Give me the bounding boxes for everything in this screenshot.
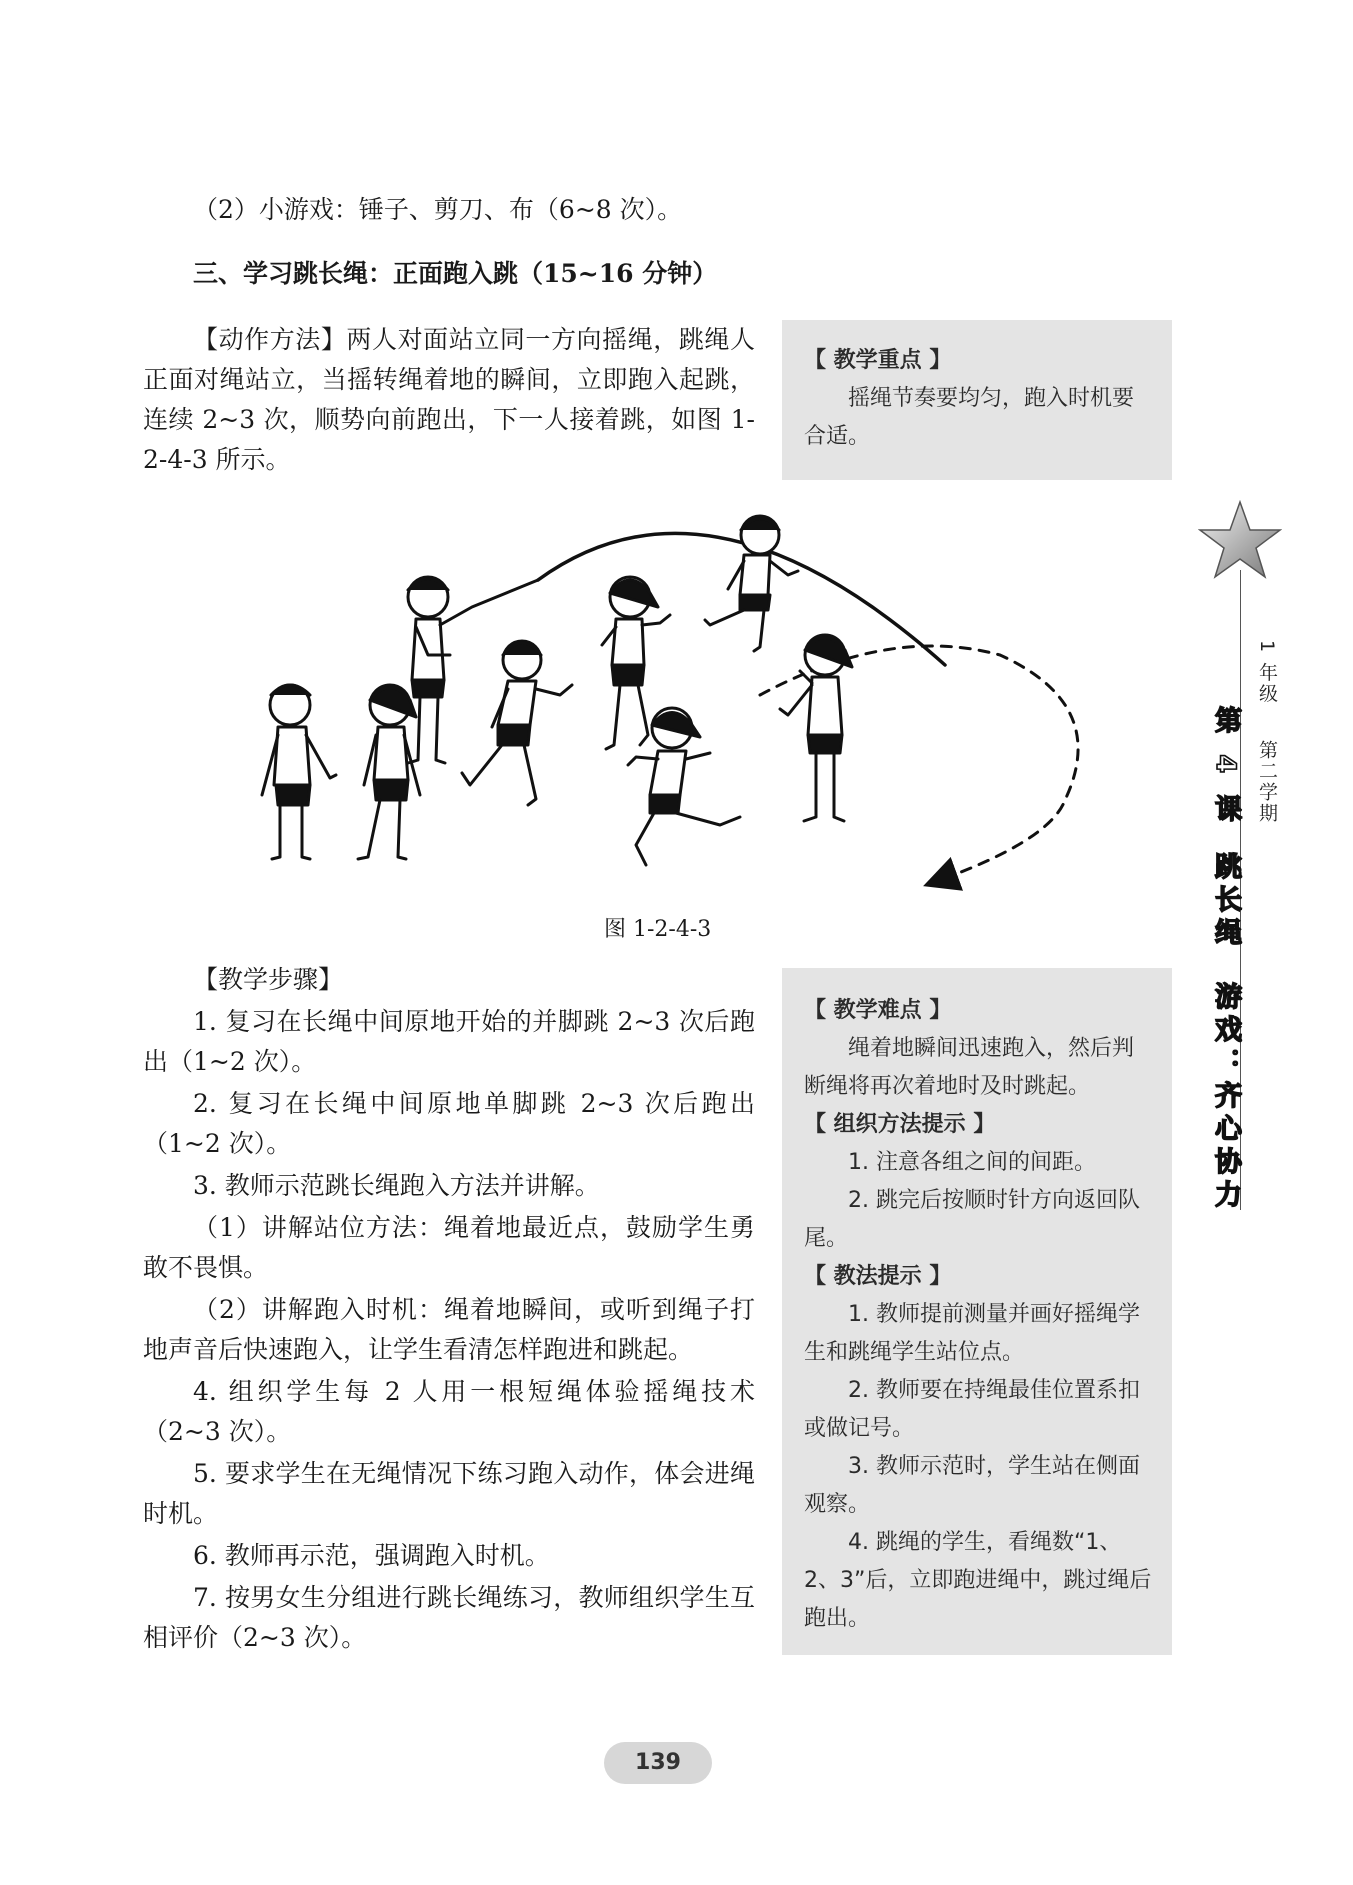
- organization-title: 【 组织方法提示 】: [804, 1112, 996, 1137]
- game-title: 游戏：齐心协力: [1210, 982, 1241, 1213]
- difficulties-text: 绳着地瞬间迅速跑入，然后判断绳将再次着地时及时跳起。: [804, 1036, 1135, 1099]
- teaching-tips-box: [782, 968, 1172, 1655]
- teaching-method-item: 3. 教师示范时，学生站在侧面观察。: [804, 1454, 1140, 1517]
- teaching-method-item: 4. 跳绳的学生，看绳数“1、2、3”后，立即跑进绳中，跳过绳后跑出。: [804, 1530, 1152, 1631]
- key-points-text: 摇绳节奏要均匀，跑入时机要合适。: [804, 386, 1135, 449]
- teaching-method-title: 【 教法提示 】: [804, 1264, 952, 1289]
- teaching-method-item: 1. 教师提前测量并画好摇绳学生和跳绳学生站位点。: [804, 1302, 1140, 1365]
- step-item: 6. 教师再示范，强调跑入时机。: [193, 1541, 550, 1570]
- rope-jumping-illustration: [240, 495, 1120, 915]
- step-item: 2. 复习在长绳中间原地单脚跳 2~3 次后跑出（1~2 次）。: [143, 1089, 755, 1158]
- figure-caption: 图 1-2-4-3: [604, 917, 712, 942]
- steps-heading: 【教学步骤】: [193, 965, 344, 994]
- step-item: （2）讲解跑入时机：绳着地瞬间，或听到绳子打地声音后快速跑入，让学生看清怎样跑进和跳起。: [143, 1295, 755, 1364]
- key-points-title: 【 教学重点 】: [804, 348, 952, 373]
- rope-turner-right: [780, 635, 852, 821]
- difficulties-title: 【 教学难点 】: [804, 998, 952, 1023]
- waiting-child-2: [358, 685, 420, 859]
- key-points-box: [782, 320, 1172, 480]
- organization-item: 2. 跳完后按顺时针方向返回队尾。: [804, 1188, 1140, 1251]
- running-child-1: [462, 641, 572, 805]
- step-item: 5. 要求学生在无绳情况下练习跑入动作，体会进绳时机。: [143, 1459, 755, 1528]
- section-heading: 三、学习跳长绳：正面跑入跳（15~16 分钟）: [193, 259, 718, 288]
- step-item: 4. 组织学生每 2 人用一根短绳体验摇绳技术（2~3 次）。: [143, 1377, 755, 1446]
- step-item: （1）讲解站位方法：绳着地最近点，鼓励学生勇敢不畏惧。: [143, 1213, 755, 1282]
- lesson-title: 跳长绳: [1210, 852, 1241, 951]
- star-icon: [1198, 500, 1282, 580]
- game-line: （2）小游戏：锤子、剪刀、布（6~8 次）。: [193, 195, 683, 224]
- method-paragraph: 【动作方法】两人对面站立同一方向摇绳，跳绳人正面对绳站立，当摇转绳着地的瞬间，立即跑入起跳，连续 2~3 次，顺势向前跑出，下一人接着跳，如图 1-2-4-3 所示。: [143, 325, 755, 474]
- semester-label: 第二学期: [1256, 740, 1278, 824]
- page-number: 139: [604, 1742, 712, 1784]
- lesson-number: 第 4 课: [1210, 706, 1241, 828]
- step-item: 7. 按男女生分组进行跳长绳练习，教师组织学生互相评价（2~3 次）。: [143, 1583, 755, 1652]
- grade-label: 1 年级: [1256, 640, 1278, 705]
- teaching-method-item: 2. 教师要在持绳最佳位置系扣或做记号。: [804, 1378, 1140, 1441]
- step-item: 3. 教师示范跳长绳跑入方法并讲解。: [193, 1171, 600, 1200]
- organization-item: 1. 注意各组之间的间距。: [848, 1150, 1096, 1175]
- step-item: 1. 复习在长绳中间原地开始的并脚跳 2~3 次后跑出（1~2 次）。: [143, 1007, 755, 1076]
- running-in-child: [628, 708, 740, 865]
- teaching-steps: [143, 960, 755, 1658]
- waiting-child-1: [262, 685, 336, 859]
- running-path-arrow: [760, 646, 1078, 880]
